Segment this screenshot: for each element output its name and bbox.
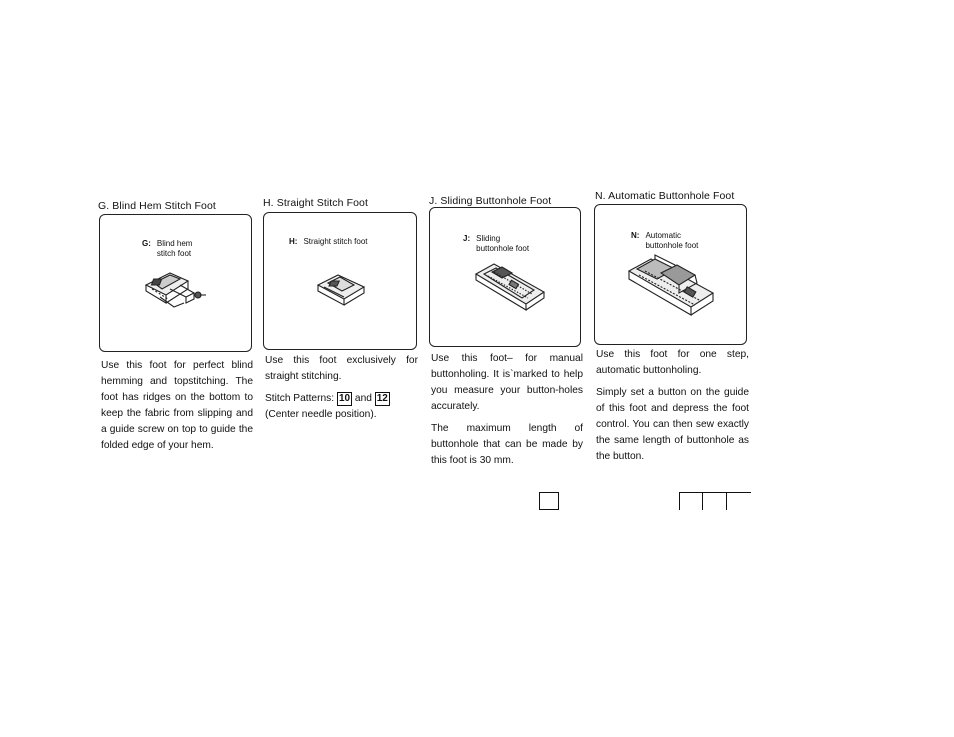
automatic-buttonhole-foot-icon — [625, 253, 717, 319]
straight-stitch-foot-label: H: Straight stitch foot — [289, 237, 368, 246]
blind-hem-foot-icon — [140, 267, 210, 319]
sliding-buttonhole-foot-icon — [472, 260, 548, 316]
footer-box — [539, 492, 559, 510]
heading-automatic-buttonhole-foot: N. Automatic Buttonhole Foot — [595, 190, 735, 202]
blind-hem-foot-description: Use this foot for perfect blind hemming and topstitching. The foot has ridges on the bottom to keep the fabric from slipping and a guide screw on top to guide the folded edge of your hem. — [101, 360, 253, 451]
footer-tick — [679, 492, 680, 510]
blind-hem-foot-label: G: Blind hem stitch foot — [142, 239, 193, 258]
automatic-buttonhole-foot-description: Use this foot for one step, automatic buttonholing. Simply set a button on the guide of this foot and depress the foot control. You can then sew exactly the same length of buttonhole as the button. — [596, 349, 749, 462]
straight-stitch-foot-description: Use this foot exclusively for straight stitching. Stitch Patterns: 10 and 12 (Center needle position). — [265, 353, 418, 429]
automatic-buttonhole-foot-panel — [594, 204, 747, 345]
blind-hem-foot-panel — [99, 214, 252, 352]
heading-sliding-buttonhole-foot: J. Sliding Buttonhole Foot — [429, 195, 552, 207]
stitch-pattern-12: 12 — [376, 393, 388, 404]
straight-stitch-foot-icon — [314, 271, 370, 311]
stitch-pattern-10: 10 — [338, 393, 351, 404]
sliding-buttonhole-foot-description: Use this foot– for manual buttonholing. It is`marked to help you measure your button-holes accurately. The maximum length of buttonhole that can be made by this foot is 30 mm. — [431, 353, 583, 466]
heading-straight-stitch-foot: H. Straight Stitch Foot — [263, 197, 369, 209]
straight-stitch-foot-panel — [263, 212, 417, 350]
sliding-buttonhole-foot-label: J: Sliding buttonhole foot — [463, 234, 530, 253]
footer-tick — [726, 492, 727, 510]
stitch-patterns-note: Stitch Patterns: 10 and 12 (Center needle position). — [265, 393, 388, 420]
heading-blind-hem-foot: G. Blind Hem Stitch Foot — [98, 200, 216, 212]
footer-tick — [702, 492, 703, 510]
sliding-buttonhole-foot-panel — [429, 207, 581, 347]
automatic-buttonhole-foot-label: N: Automatic buttonhole foot — [631, 231, 699, 250]
footer-rule — [679, 492, 751, 511]
